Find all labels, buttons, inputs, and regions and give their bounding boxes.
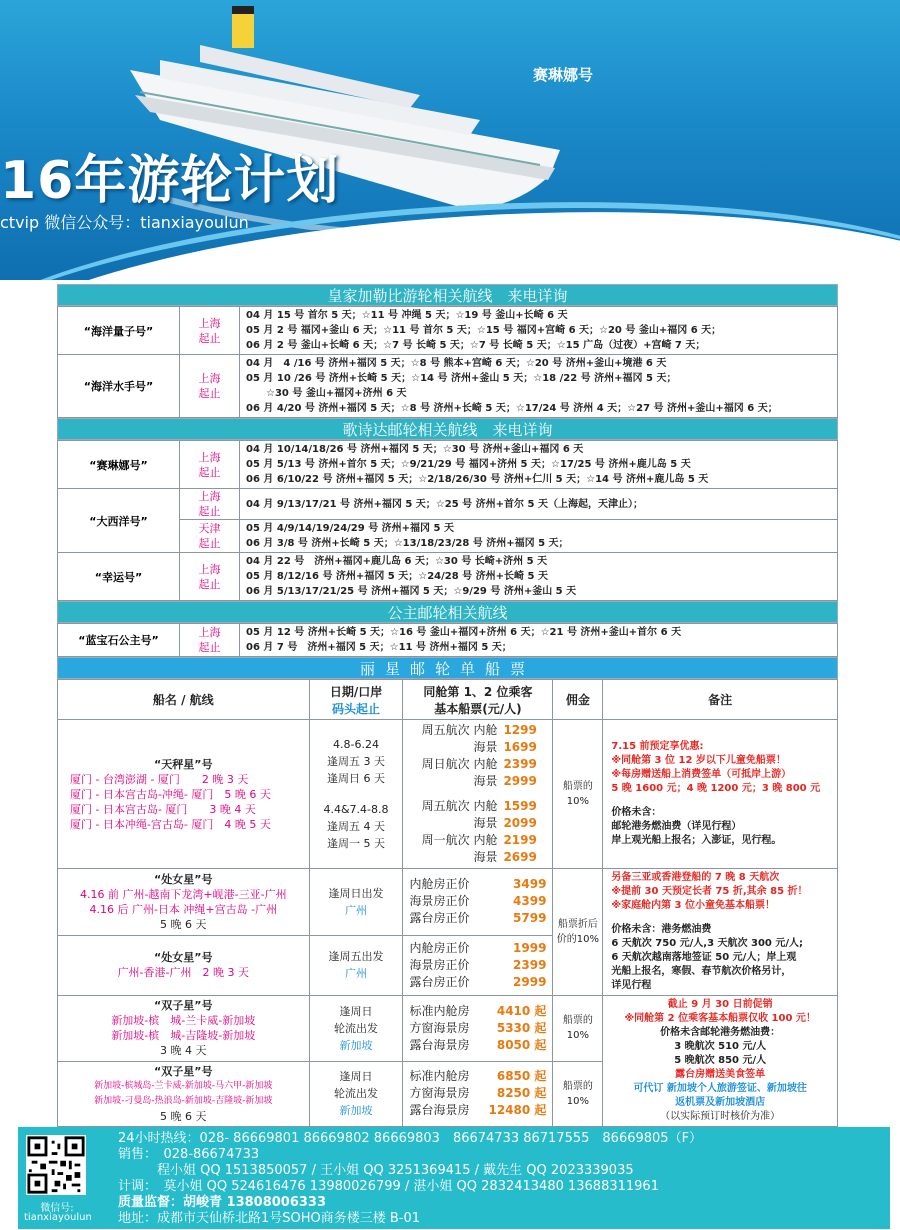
note-blue: 露台房赠送美食签单 — [675, 1069, 766, 1080]
qr-label: 微信号: — [40, 1203, 74, 1214]
date-line: 轮流出发 — [334, 1087, 378, 1101]
routes-tables — [57, 284, 838, 1127]
port-cell — [180, 355, 240, 418]
section-heading-royal-caribbean: 皇家加勒比游轮相关航线 来电详询 — [57, 284, 838, 306]
note-blue: 可代订 新加坡个人旅游签证、新加坡往 — [633, 1083, 807, 1094]
date-line: 广州 — [345, 967, 367, 981]
column-header — [603, 680, 838, 720]
note-line: 价格未含邮轮港务燃油费： — [660, 1027, 781, 1038]
date-cell — [309, 996, 403, 1062]
note-line: 岸上观光船上报名；入澎证，见行程。 — [611, 835, 782, 846]
footer-line: 质量监督：胡峻青 13808006333 — [118, 1195, 327, 1210]
price-value: 8050 起 — [496, 1037, 547, 1052]
date-line: 逢周日 — [339, 1070, 373, 1084]
price-line — [409, 1037, 546, 1054]
schedule-line: 05 月 5/13 号 济州+首尔 5 天；☆9/21/29 号 福冈+济州 5 天；☆17/25 号 济州+鹿儿岛 5 天 — [246, 459, 691, 470]
footer-line: 24小时热线：028- 86669801 86669802 86669803 86674733 86717555 86669805（F） — [118, 1131, 703, 1146]
cabin-label: 内舱房正价 — [409, 940, 470, 955]
cabin-label: 露台房正价 — [409, 911, 470, 926]
route-line: 4.16 后 广州-日本 冲绳+宫古岛 -广州 — [89, 902, 278, 916]
route-table — [57, 623, 838, 657]
port-label: 起止 — [198, 577, 221, 591]
cabin-label: 标准内舱房 — [409, 1069, 470, 1084]
port-label: 起止 — [198, 387, 221, 400]
cabin-label: 标准内舱房 — [409, 1003, 470, 1018]
price-value: 12480 起 — [488, 1103, 547, 1118]
price-value: 1999 — [513, 940, 547, 955]
section-heading-star-cruises: 丽星邮轮单船票 — [57, 657, 838, 679]
note-highlight: ※每房赠送船上消费签单（可抵岸上游） — [611, 769, 792, 780]
price-line — [409, 876, 546, 893]
note-line: 价格未含：港务燃油费 — [611, 924, 712, 935]
date-line: 新加坡 — [339, 1038, 373, 1052]
note-line: 3 晚航次 510 元/人 — [674, 1041, 767, 1052]
port-cell — [180, 520, 240, 553]
table-row — [58, 355, 838, 418]
ship-name: “处女星”号 — [154, 872, 213, 886]
column-header — [58, 680, 310, 720]
header-text: 船名 / 航线 — [152, 693, 214, 707]
section-heading-costa: 歌诗达邮轮相关航线 来电详询 — [57, 418, 838, 440]
note-highlight: 截止 9 月 30 日前促销 — [667, 999, 773, 1010]
port-label: 上海 — [198, 450, 221, 464]
price-value: 2999 — [513, 974, 547, 989]
note-line: 5 晚航次 850 元/人 — [674, 1055, 767, 1066]
price-value: 1599 — [503, 799, 537, 813]
note-line: 邮轮港务燃油费（详见行程） — [611, 821, 742, 832]
route-table — [57, 306, 838, 418]
header-text: 日期/口岸 — [329, 684, 383, 699]
port-label: 上海 — [198, 316, 221, 330]
schedule-line: 04 月 10/14/18/26 号 济州+福冈 5 天；☆30 号 济州+釜山+福冈 6 天 — [246, 444, 584, 455]
ship-route-cell — [58, 996, 310, 1062]
price-line — [409, 722, 546, 739]
price-value: 4410 起 — [496, 1003, 547, 1018]
footer-line: 销售： 028-86674733 — [118, 1147, 260, 1162]
route-line: 新加坡-槟城岛-兰卡威-新加坡-马六甲-新加坡 — [94, 1080, 273, 1091]
wechat-account: ctvip 微信公众号：tianxiayoulun — [0, 213, 249, 232]
route-line: 厦门 - 日本冲绳-宫古岛- 厦门 4 晚 5 天 — [70, 817, 271, 831]
date-cell — [309, 935, 403, 995]
schedule-cell — [240, 355, 838, 418]
note-line: 6 天航次 750 元/人,3 天航次 300 元/人; — [611, 938, 804, 949]
ship-label: 赛琳娜号 — [533, 66, 594, 84]
route-line: 新加坡-槟 城-兰卡威-新加坡 — [111, 1014, 256, 1028]
price-line — [409, 1102, 546, 1119]
cabin-label: 周一航次 内舱 — [421, 833, 498, 847]
price-value: 5330 起 — [496, 1020, 547, 1035]
schedule-line: 06 月 3/8 号 济州+长崎 5 天；☆13/18/23/28 号 济州+福冈 5 天； — [246, 538, 569, 549]
port-label: 起止 — [198, 641, 221, 654]
price-value: 5799 — [513, 911, 547, 926]
schedule-cell — [240, 441, 838, 489]
price-line — [409, 815, 546, 832]
footer-line: 计调： 莫小姐 QQ 524616476 13980026799 / 湛小姐 QQ 2832413480 13688311961 — [118, 1179, 659, 1194]
date-line: 逢周日出发 — [328, 886, 384, 900]
port-label: 天津 — [198, 522, 221, 535]
cabin-label: 海景 — [473, 774, 498, 788]
table-row — [58, 441, 838, 489]
price-value: 3499 — [513, 877, 547, 892]
route-line: 4.16 前 广州-越南下龙湾+岘港-三亚-广州 — [79, 887, 287, 901]
ship-name: “海洋量子号” — [58, 307, 180, 355]
table-header — [58, 680, 838, 720]
date-group — [310, 1003, 403, 1054]
ship-name: “幸运号” — [58, 553, 180, 601]
date-group — [310, 801, 403, 852]
note-line: 详见行程 — [611, 980, 652, 991]
cabin-label: 海景 — [473, 740, 498, 754]
cabin-label: 方窗海景房 — [409, 1086, 470, 1101]
route-line: 厦门 - 日本宫古岛-冲绳- 厦门 5 晚 6 天 — [70, 787, 271, 801]
column-header — [403, 680, 553, 720]
note-highlight: ※同舱第 3 位 12 岁以下儿童免船票！ — [611, 755, 786, 766]
note-highlight: ※同舱第 2 位乘客基本船票仅收 100 元！ — [624, 1013, 816, 1024]
route-table — [57, 440, 838, 601]
date-line: 广州 — [345, 903, 367, 917]
route-line: 新加坡-槟 城-吉隆坡-新加坡 — [111, 1029, 256, 1043]
commission-cell: 船票的10% — [553, 996, 603, 1062]
schedule-line: 06 月 2 号 釜山+长崎 6 天；☆7 号 长崎 5 天；☆7 号 长崎 5 天；☆15 广岛（过夜）+宫崎 7 天； — [246, 340, 706, 351]
date-group — [310, 736, 403, 787]
date-cell — [309, 1061, 403, 1127]
price-line — [409, 957, 546, 974]
contact-footer — [18, 1127, 890, 1229]
ship-route-cell — [58, 1061, 310, 1127]
ship-name: “蓝宝石公主号” — [58, 624, 180, 657]
commission-cell: 船票的10% — [553, 1061, 603, 1127]
note-highlight: 7.15 前预定享优惠: — [611, 741, 704, 752]
ship-name: “天秤星”号 — [154, 757, 213, 771]
price-line — [409, 910, 546, 927]
ship-route-cell — [58, 869, 310, 936]
note-blue: 返机票及新加坡酒店 — [675, 1097, 766, 1108]
price-cell — [403, 935, 553, 995]
route-line: 厦门 - 台湾澎湖 - 厦门 2 晚 3 天 — [70, 772, 249, 786]
price-line — [409, 974, 546, 991]
cabin-label: 周五航次 内舱 — [421, 799, 498, 813]
date-line: 4.8-6.24 — [333, 738, 379, 751]
ship-name: “双子星”号 — [154, 1064, 213, 1078]
price-line — [409, 940, 546, 957]
table-row — [58, 624, 838, 657]
price-value: 2399 — [503, 757, 537, 771]
table-row — [58, 489, 838, 520]
header-text: 同舱第 1、2 位乘客 — [423, 684, 533, 699]
schedule-cell — [240, 553, 838, 601]
cabin-label: 海景 — [473, 816, 498, 830]
cabin-label: 周五航次 内舱 — [421, 723, 498, 737]
price-line — [409, 1020, 546, 1037]
date-line: 逢周五 4 天 — [327, 820, 385, 833]
port-label: 上海 — [198, 626, 221, 639]
price-value: 2099 — [503, 816, 537, 830]
route-line: 新加坡-刁曼岛-热浪岛-新加坡-吉隆坡-新加坡 — [94, 1095, 273, 1106]
schedule-line: 06 月 6/10/22 号 济州+福冈 5 天；☆2/18/26/30 号 济州+仁川 5 天；☆14 号 济州+鹿儿岛 5 天 — [246, 474, 709, 485]
port-cell — [180, 553, 240, 601]
port-label: 起止 — [198, 331, 221, 345]
qr-id: tianxiayoulun — [24, 1212, 92, 1223]
price-value: 1699 — [503, 740, 537, 754]
port-cell — [180, 489, 240, 520]
price-line — [409, 849, 546, 866]
notes-cell — [603, 996, 838, 1127]
date-line: 逢周日 6 天 — [327, 772, 385, 785]
header-text: 备注 — [708, 693, 733, 707]
column-header — [553, 680, 603, 720]
schedule-line: 04 月 22 号 济州+福冈+鹿儿岛 6 天；☆30 号 长崎+济州 5 天 — [246, 556, 548, 567]
price-value: 2699 — [503, 850, 537, 864]
ship-route-cell — [58, 935, 310, 995]
price-line — [409, 1085, 546, 1102]
cabin-label: 方窗海景房 — [409, 1020, 470, 1035]
schedule-line: 05 月 4/9/14/19/24/29 号 济州+福冈 5 天 — [246, 523, 454, 534]
schedule-line: 05 月 10 /26 号 济州+长崎 5 天；☆14 号 济州+釜山 5 天；☆18 /22 号 济州+福冈 5 天； — [246, 373, 677, 384]
ship-name: “海洋水手号” — [58, 355, 180, 418]
port-label: 起止 — [198, 505, 221, 518]
note-line: 价格未含： — [611, 807, 662, 818]
star-cruises-table — [57, 679, 838, 1127]
port-label: 起止 — [198, 537, 221, 550]
price-value: 6850 起 — [496, 1069, 547, 1084]
date-cell — [309, 869, 403, 936]
route-line: 5 晚 6 天 — [160, 917, 207, 931]
price-value: 8250 起 — [496, 1086, 547, 1101]
ship-name: “处女星”号 — [154, 951, 213, 965]
table-row — [58, 720, 838, 869]
note-highlight: ※家庭舱内第 3 位小童免基本船票！ — [611, 900, 776, 911]
price-value: 2399 — [513, 957, 547, 972]
notes-cell — [603, 720, 838, 869]
price-cell — [403, 869, 553, 936]
schedule-line: ☆30 号 釜山+福冈+济州 6 天 — [246, 388, 407, 399]
date-group — [310, 885, 403, 919]
schedule-line: 05 月 8/12/16 号 济州+福冈 5 天；☆24/28 号 济州+长崎 5 天 — [246, 571, 548, 582]
price-cell — [403, 720, 553, 869]
port-cell — [180, 624, 240, 657]
note-tail: （以实际预订时核价为准） — [660, 1111, 781, 1122]
ship-name: “赛琳娜号” — [58, 441, 180, 489]
ship-name: “大西洋号” — [58, 489, 180, 553]
port-label: 上海 — [198, 490, 221, 503]
price-value: 4399 — [513, 894, 547, 909]
note-highlight: 5 晚 1600 元；4 晚 1200 元；3 晚 800 元 — [611, 783, 821, 794]
table-row — [58, 307, 838, 355]
date-line: 轮流出发 — [334, 1021, 378, 1035]
schedule-cell — [240, 520, 838, 553]
date-line: 逢周五 3 天 — [327, 755, 385, 768]
price-line — [409, 739, 546, 756]
route-line: 5 晚 6 天 — [160, 1109, 207, 1123]
schedule-line: 04 月 15 号 首尔 5 天；☆11 号 冲绳 5 天；☆19 号 釜山+长崎 6 天 — [246, 310, 568, 321]
cabin-label: 露台海景房 — [409, 1037, 470, 1052]
header-text: 佣金 — [565, 693, 590, 707]
schedule-line: 05 月 12 号 济州+长崎 5 天；☆16 号 釜山+福冈+济州 6 天；☆21 号 济州+釜山+首尔 6 天 — [246, 627, 682, 638]
commission-cell: 船票折后价的10% — [553, 869, 603, 996]
notes-cell — [603, 869, 838, 996]
schedule-line: 05 月 2 号 福冈+釜山 6 天；☆11 号 首尔 5 天；☆15 号 福冈+宫崎 6 天；☆20 号 釜山+福冈 6 天； — [246, 325, 722, 336]
port-cell — [180, 441, 240, 489]
date-group — [310, 948, 403, 982]
port-cell — [180, 307, 240, 355]
price-cell — [403, 996, 553, 1062]
price-line — [409, 773, 546, 790]
schedule-cell — [240, 624, 838, 657]
schedule-line: 06 月 4/20 号 济州+福冈 5 天；☆8 号 济州+长崎 5 天；☆17/24 号 济州 4 天；☆27 号 济州+釜山+福冈 6 天； — [246, 403, 778, 414]
price-line — [409, 1003, 546, 1020]
page-title: 16年游轮计划 — [0, 151, 340, 211]
price-value: 1299 — [503, 723, 537, 737]
table-row — [58, 996, 838, 1062]
footer-line: 程小姐 QQ 1513850057 / 王小姐 QQ 3251369415 / 戴先生 QQ 2023339035 — [118, 1163, 634, 1178]
note-highlight: ※提前 30 天预定长者 75 折,其余 85 折！ — [611, 886, 808, 897]
price-line — [409, 798, 546, 815]
ship-name: “双子星”号 — [154, 999, 213, 1013]
price-value: 2199 — [503, 833, 537, 847]
schedule-line: 04 月 9/13/17/21 号 济州+福冈 5 天；☆25 号 济州+首尔 5 天（上海起，天津止）； — [246, 498, 643, 510]
cabin-label: 海景房正价 — [409, 957, 470, 972]
note-highlight: 另备三亚或香港登船的 7 晚 8 天航次 — [611, 872, 780, 883]
date-line: 逢周五出发 — [328, 950, 384, 964]
footer-line: 地址：成都市天仙桥北路1号SOHO商务楼三楼 B-01 — [118, 1211, 421, 1226]
price-line — [409, 756, 546, 773]
commission-cell: 船票的10% — [553, 720, 603, 869]
date-cell — [309, 720, 403, 869]
price-line — [409, 893, 546, 910]
table-row — [58, 869, 838, 936]
cabin-label: 内舱房正价 — [409, 877, 470, 892]
ship-route-cell — [58, 720, 310, 869]
table-row — [58, 553, 838, 601]
header-text: 码头起止 — [332, 701, 381, 716]
schedule-line: 06 月 5/13/17/21/25 号 济州+福冈 5 天；☆9/29 号 济州+釜山 5 天 — [246, 586, 577, 597]
route-line: 厦门 - 日本宫古岛- 厦门 3 晚 4 天 — [70, 802, 256, 816]
qr-code-image — [26, 1135, 86, 1195]
note-line: 6 天航次越南落地签证 50 元/人；岸上观 — [611, 952, 797, 963]
port-label: 上海 — [198, 562, 221, 576]
port-label: 起止 — [198, 465, 221, 479]
hero-banner — [0, 0, 900, 280]
cabin-label: 海景房正价 — [409, 894, 470, 909]
note-line: 光船上报名，寒假、春节航次价格另计， — [611, 966, 792, 977]
cabin-label: 露台海景房 — [409, 1103, 470, 1118]
schedule-line: 04 月 4 /16 号 济州+福冈 5 天；☆8 号 熊本+宫崎 6 天；☆20 号 济州+釜山+境港 6 天 — [246, 358, 667, 369]
date-group — [310, 1068, 403, 1119]
price-cell — [403, 1061, 553, 1127]
schedule-cell — [240, 307, 838, 355]
header-text: 基本船票(元/人) — [434, 701, 522, 716]
cabin-label: 海景 — [473, 850, 498, 864]
schedule-cell — [240, 489, 838, 520]
cabin-label: 露台房正价 — [409, 974, 470, 989]
section-heading-princess: 公主邮轮相关航线 — [57, 601, 838, 623]
route-line: 3 晚 4 天 — [160, 1044, 207, 1058]
date-line: 4.4&7.4-8.8 — [323, 803, 389, 816]
cabin-label: 周日航次 内舱 — [421, 757, 498, 771]
column-header — [309, 680, 403, 720]
schedule-line: 06 月 7 号 济州+福冈 5 天；☆11 号 济州+福冈 5 天； — [246, 642, 512, 653]
price-line — [409, 1068, 546, 1085]
route-line: 广州-香港-广州 2 晚 3 天 — [117, 966, 249, 980]
date-line: 逢周日 — [339, 1004, 373, 1018]
price-line — [409, 832, 546, 849]
port-label: 上海 — [198, 372, 221, 385]
date-line: 逢周一 5 天 — [327, 837, 385, 850]
price-value: 2999 — [503, 774, 537, 788]
date-line: 新加坡 — [339, 1104, 373, 1118]
